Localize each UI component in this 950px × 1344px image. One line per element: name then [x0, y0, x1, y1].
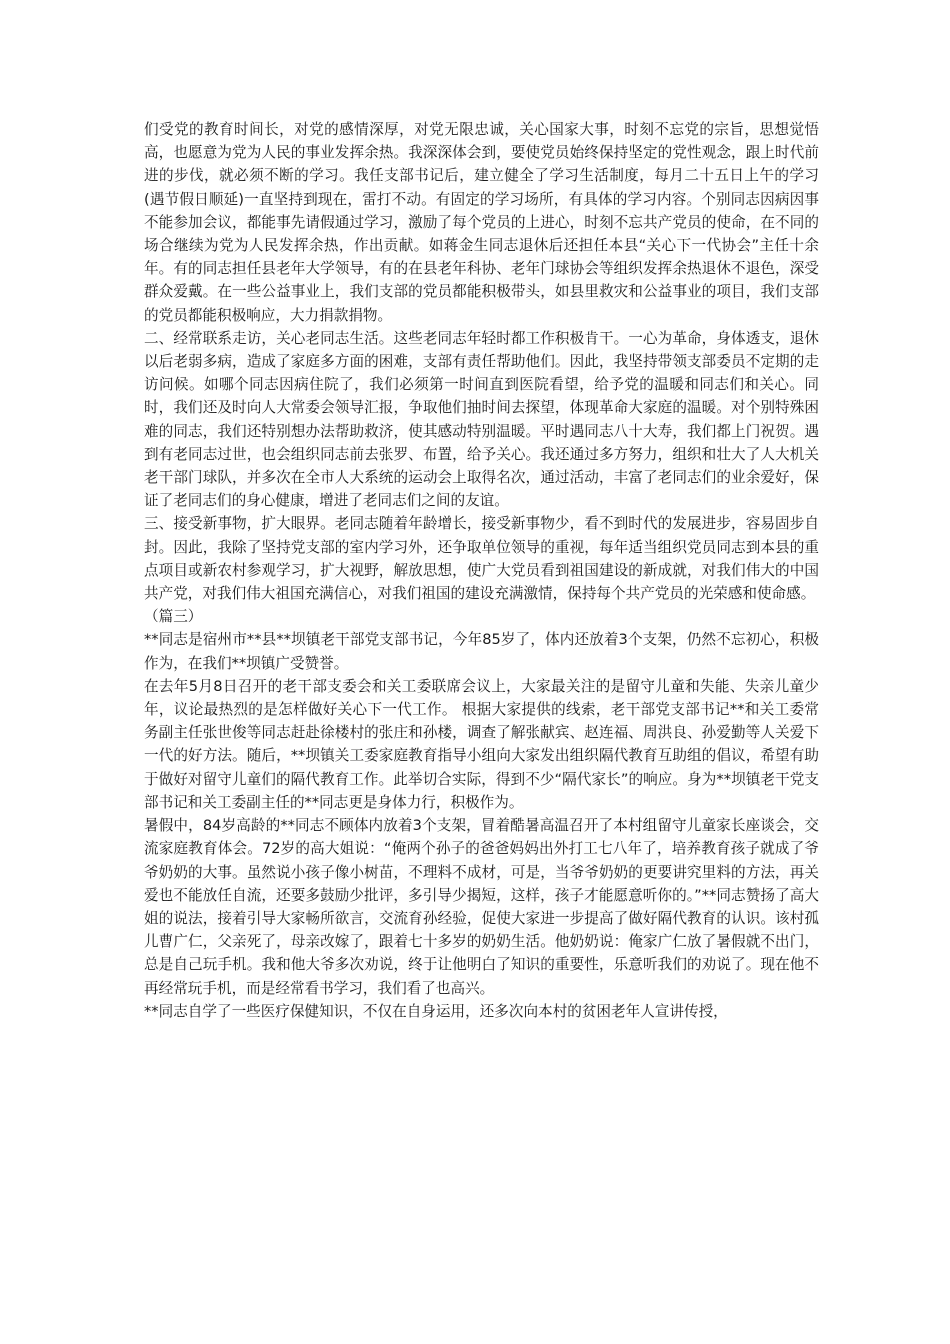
section-heading-part-three: （篇三） [144, 608, 203, 626]
paragraph-summer-forum: 暑假中，84岁高龄的**同志不顾体内放着3个支架，冒着酷暑高温召开了本村组留守儿童家长座谈会，交流家庭教育体会。72岁的高大姐说：“俺两个孙子的爸爸妈妈出外打工七八年了，培养教育孩子就成了爷爷奶奶的大事。虽然说小孩子像小树苗，不理料不成材，可是，当爷爷奶奶的更要讲究里料的方法，再关爱也不能放任自流，还要多鼓励少批评，多引导少揭短，这样，孩子才能愿意听你的。”**同志赞扬了高大姐的说法，接着引导大家畅所欲言，交流育孙经验，促使大家进一步提高了做好隔代教育的认识。该村孤儿曹广仁，父亲死了，母亲改嫁了，跟着七十多岁的奶奶生活。他奶奶说：俺家广仁放了暑假就不出门，总是自己玩手机。我和他大爷多次劝说，终于让他明白了知识的重要性，乐意听我们的劝说了。现在他不再经常玩手机，而是经常看书学习，我们看了也高兴。 [144, 817, 819, 997]
paragraph-study-system: 们受党的教育时间长，对党的感情深厚，对党无限忠诚，关心国家大事，时刻不忘党的宗旨，思想觉悟高，也愿意为党为人民的事业发挥余热。我深深体会到，要使党员始终保持坚定的党性观念，跟上时代前进的步伐，就必须不断的学习。我任支部书记后，建立健全了学习生活制度，每月二十五日上午的学习(遇节假日顺延)一直坚持到现在，雷打不动。有固定的学习场所，有具体的学习内容。个别同志因病因事不能参加会议，都能事先请假通过学习，激励了每个党员的上进心，时刻不忘共产党员的使命，在不同的场合继续为党为人民发挥余热，作出贡献。如蒋金生同志退休后还担任本县“关心下一代协会”主任十余年。有的同志担任县老年大学领导，有的在县老年科协、老年门球协会等组织发挥余热退休不退色，深受群众爱戴。在一些公益事业上，我们支部的党员都能积极带头，如县里救灾和公益事业的项目，我们支部的党员都能积极响应，大力捐款捐物。 [144, 121, 819, 324]
paragraph-joint-meeting: 在去年5月8日召开的老干部支委会和关工委联席会议上，大家最关注的是留守儿童和失能、失亲儿童少年，议论最热烈的是怎样做好关心下一代工作。 根据大家提供的线索，老干部党支部书记**和关工委常务副主任张世俊等同志赶赴徐楼村的张庄和孙楼，调查了解张献宾、赵连福、周洪良、孙爱勤等人关爱下一代的好方法。随后，**坝镇关工委家庭教育指导小组向大家发出组织隔代教育互助组的倡议，希望有助于做好对留守儿童们的隔代教育工作。此举切合实际，得到不少“隔代家长”的响应。身为**坝镇老干党支部书记和关工委副主任的**同志更是身体力行，积极作为。 [144, 677, 819, 811]
paragraph-intro-secretary: **同志是宿州市**县**坝镇老干部党支部书记，今年85岁了，体内还放着3个支架，仍然不忘初心，积极作为，在我们**坝镇广受赞誉。 [144, 631, 819, 672]
paragraph-new-things: 三、接受新事物，扩大眼界。老同志随着年龄增长，接受新事物少，看不到时代的发展进步，容易固步自封。因此，我除了坚持党支部的室内学习外，还争取单位领导的重视，每年适当组织党员同志到本县的重点项目或新农村参观学习，扩大视野，解放思想，使广大党员看到祖国建设的新成就，对我们伟大的中国共产党，对我们伟大祖国充满信心，对我们祖国的建设充满激情，保持每个共产党员的光荣感和使命感。 [144, 515, 819, 603]
document-page [144, 118, 819, 1023]
paragraph-health-knowledge: **同志自学了一些医疗保健知识，不仅在自身运用，还多次向本村的贫困老年人宣讲传授， [144, 1002, 728, 1020]
paragraph-visit-care: 二、经常联系走访，关心老同志生活。这些老同志年轻时都工作积极肯干。一心为革命，身体透支，退休以后老弱多病，造成了家庭多方面的困难，支部有责任帮助他们。因此，我坚持带领支部委员不定期的走访问候。如哪个同志因病住院了，我们必须第一时间直到医院看望，给予党的温暖和同志们和关心。同时，我们还及时向人大常委会领导汇报，争取他们抽时间去探望，体现革命大家庭的温暖。对个别特殊困难的同志，我们还特别想办法帮助救济，使其感动特别温暖。平时遇同志八十大寿，我们都上门祝贺。遇到有老同志过世，也会组织同志前去张罗、布置，给予关心。我还通过多方努力，组织和壮大了人大机关老干部门球队，并多次在全市人大系统的运动会上取得名次，通过活动，丰富了老同志们的业余爱好，保证了老同志们的身心健康，增进了老同志们之间的友谊。 [144, 329, 819, 510]
